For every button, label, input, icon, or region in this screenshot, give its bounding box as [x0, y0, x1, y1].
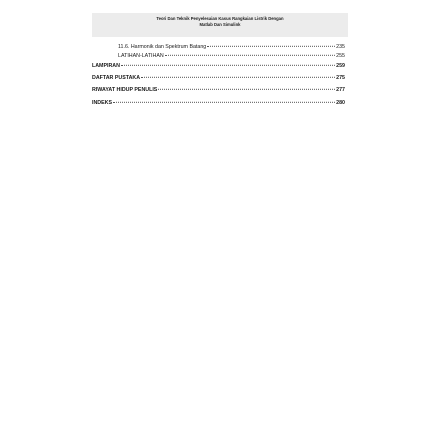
toc-entry-label: LATIHAN-LATIHAN — [118, 53, 164, 59]
dot-leader — [141, 77, 335, 78]
toc-entry-label: RIWAYAT HIDUP PENULIS — [92, 87, 158, 93]
toc-page-number: 275 — [336, 75, 345, 81]
toc-entry-harmonik — [118, 44, 345, 51]
toc-page-number: 235 — [336, 44, 345, 50]
toc-entry-latihan — [118, 53, 345, 60]
dot-leader — [121, 65, 335, 66]
book-title-line-2: Matlab Dan Simulink — [199, 22, 241, 27]
toc-entry-label: LAMPIRAN — [92, 63, 120, 69]
book-title-line-1: Teori Dan Teknik Penyelesaian Kasus Rangkaian Listrik Dengan — [156, 16, 284, 21]
dot-leader — [207, 46, 335, 47]
toc-entry-label: 11.6. Harmonik dan Spektrum Batang — [118, 44, 207, 50]
toc-page-number: 277 — [336, 87, 345, 93]
toc-entry-riwayat-hidup — [92, 87, 345, 94]
toc-page-number: 280 — [336, 100, 345, 106]
toc-entry-label: INDEKS — [92, 100, 113, 106]
dot-leader — [158, 89, 335, 90]
toc-entry-label: DAFTAR PUSTAKA — [92, 75, 141, 81]
toc-page-number: 259 — [336, 63, 345, 69]
toc-entry-lampiran — [92, 63, 345, 70]
dot-leader — [113, 102, 335, 103]
dot-leader — [165, 55, 335, 56]
toc-entry-indeks — [92, 100, 345, 107]
toc-entry-daftar-pustaka — [92, 75, 345, 82]
toc-page-number: 255 — [336, 53, 345, 59]
